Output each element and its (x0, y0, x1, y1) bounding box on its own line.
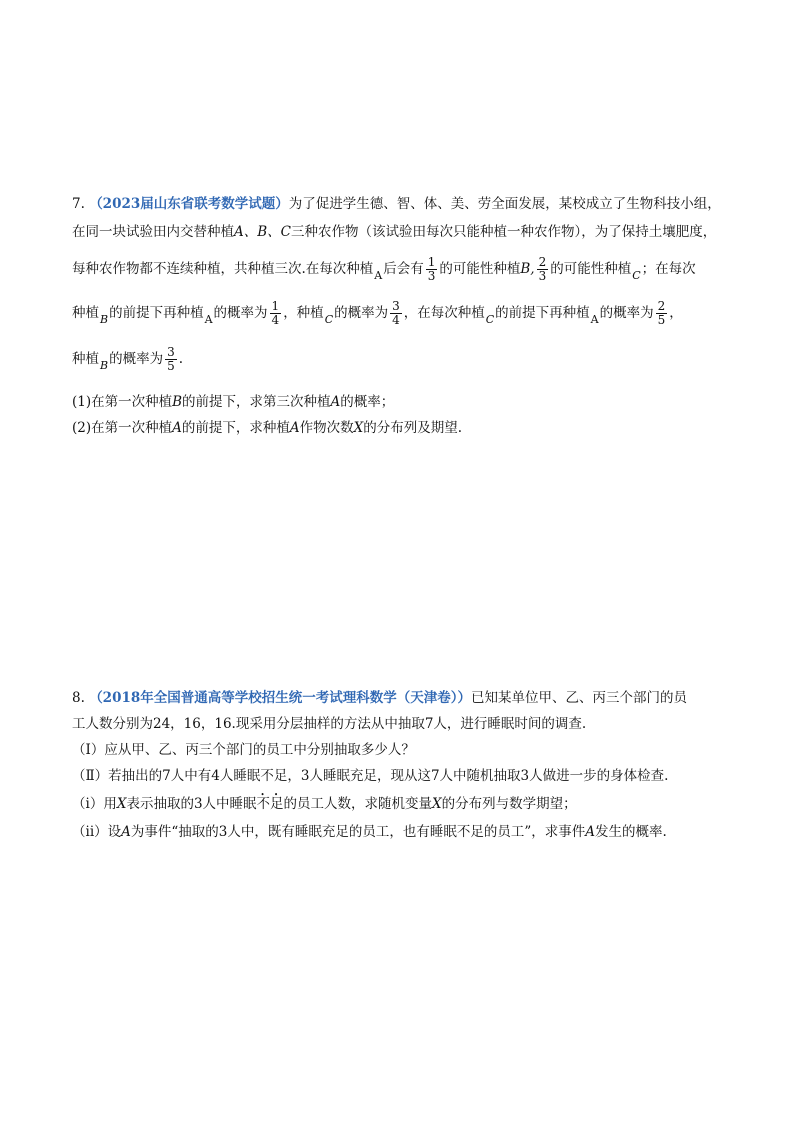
q8-text: （Ⅱ）若抽出的7人中有4人睡眠不足，3人睡眠充足，现从这7人中随机抽取3人做进一步的身体检查. (72, 768, 669, 784)
q8-text: 的员工人数，求随机变量 (283, 796, 433, 812)
q7-text: 的前提下再种植 (109, 305, 204, 321)
q8-text: （Ⅰ）应从甲、乙、丙三个部门的员工中分别抽取多少人？ (72, 742, 415, 758)
q7-text: 为了促进学生德、智、体、美、劳全面发展，某校成立了生物科技小组， (288, 196, 721, 212)
q7-line-1 (72, 194, 721, 214)
q8-line-6 (72, 822, 667, 842)
q8-math-var: A (585, 824, 596, 840)
q7-math-sub: C (485, 313, 495, 326)
q7-text: ，在每次种植 (403, 305, 485, 321)
q8-line-4 (72, 766, 668, 786)
emphasis-dot-char: 足 (270, 796, 284, 812)
fraction-numerator: 2 (538, 255, 547, 269)
q7-text: 的可能性种植 (550, 261, 632, 277)
q7-math-var: A、B、C (234, 224, 291, 240)
q7-part-2 (72, 418, 462, 438)
q7-text: 作物次数 (299, 420, 354, 436)
q7-text: 每种农作物都不连续种植，共种植三次.在每次种植 (72, 261, 374, 277)
q7-text: ；在每次 (641, 261, 696, 277)
q7-text: ， (669, 305, 683, 321)
q7-text: 在同一块试验田内交替种植 (72, 224, 234, 240)
q7-math-sub: A (590, 313, 599, 326)
q7-fraction (426, 256, 438, 283)
q7-text: 种植 (72, 351, 99, 367)
q7-text: 种植 (72, 305, 99, 321)
q7-text: 的概率为 (599, 305, 654, 321)
q8-math-var: X (116, 796, 127, 812)
q8-text: 的分布列与数学期望； (441, 796, 577, 812)
q7-text: 的可能性种植 (439, 261, 521, 277)
emphasis-dot-char: 不 (256, 796, 271, 812)
q7-math-sub: A (374, 269, 383, 282)
q7-math-var: A (172, 420, 182, 436)
q8-line-1 (72, 688, 687, 708)
q7-text: 的前提下，求第三次种植 (182, 394, 331, 410)
fraction-numerator: 1 (427, 255, 436, 269)
q7-fraction (537, 256, 549, 283)
q8-line-2 (72, 714, 586, 734)
q8-line-3 (72, 740, 415, 760)
q8-number: 8. (72, 690, 85, 706)
q7-math-var: B (172, 394, 183, 410)
q7-math-var: X (353, 420, 364, 436)
q7-line-3 (72, 256, 696, 283)
q7-math-var: B, (520, 261, 535, 277)
q7-text: 的概率为 (334, 305, 389, 321)
q7-text: (2)在第一次种植 (72, 420, 173, 436)
fraction-denominator: 5 (657, 313, 666, 327)
q7-math-sub: B (100, 359, 109, 372)
q8-text: （ii）设 (72, 824, 122, 840)
q7-math-var: A (330, 394, 341, 410)
fraction-numerator: 3 (392, 299, 400, 313)
q8-math-var: A (121, 824, 131, 840)
q7-math-sub: C (632, 269, 641, 282)
fraction-denominator: 3 (538, 269, 547, 283)
q7-text: 的概率为 (213, 305, 268, 321)
q7-line-5 (72, 346, 183, 373)
q8-source: （2018年全国普通高等学校招生统一考试理科数学（天津卷）） (89, 690, 472, 706)
fraction-numerator: 3 (167, 345, 175, 359)
q8-text: 表示抽取的3人中睡眠 (126, 796, 257, 812)
q7-math-sub: B (100, 313, 109, 326)
fraction-numerator: 1 (271, 299, 280, 313)
q8-text: 工人数分别为24，16，16.现采用分层抽样的方法从中抽取7人，进行睡眠时间的调查. (72, 716, 587, 732)
q8-line-5 (72, 794, 577, 814)
q7-part-1 (72, 392, 394, 412)
q7-text: 三种农作物（该试验田每次只能种植一种农作物），为了保持土壤肥度， (291, 224, 717, 240)
q7-fraction (165, 346, 177, 373)
q7-fraction (270, 300, 282, 327)
fraction-numerator: 2 (657, 299, 666, 313)
q7-line-2 (72, 222, 716, 242)
q7-text: 的概率； (340, 394, 395, 410)
q7-math-sub: A (204, 313, 213, 326)
fraction-denominator: 4 (271, 313, 280, 327)
q7-text: ，种植 (283, 305, 324, 321)
q8-math-var: X (432, 796, 442, 812)
q7-text: (1)在第一次种植 (72, 394, 173, 410)
q7-math-var: A (289, 420, 300, 436)
q7-line-4 (72, 300, 683, 327)
fraction-denominator: 5 (167, 359, 175, 373)
q7-text: 的概率为 (109, 351, 164, 367)
q7-source: （2023届山东省联考数学试题） (89, 196, 289, 212)
q8-text: 为事件“抽取的3人中，既有睡眠充足的员工，也有睡眠不足的员工”，求事件 (130, 824, 586, 840)
q7-text: 的分布列及期望. (363, 420, 463, 436)
q7-text: 后会有 (383, 261, 424, 277)
q7-text: 的前提下，求种植 (181, 420, 290, 436)
q7-math-sub: C (324, 313, 334, 326)
q8-text: （i）用 (72, 796, 117, 812)
q7-fraction (656, 300, 668, 327)
q7-text: . (178, 351, 184, 367)
fraction-denominator: 4 (392, 313, 400, 327)
fraction-denominator: 3 (427, 269, 436, 283)
q7-fraction (390, 300, 402, 327)
q8-text: 已知某单位甲、乙、丙三个部门的员 (471, 690, 688, 706)
q7-text: 的前提下再种植 (495, 305, 590, 321)
q7-number: 7. (72, 196, 85, 212)
q8-text: 发生的概率. (595, 824, 667, 840)
